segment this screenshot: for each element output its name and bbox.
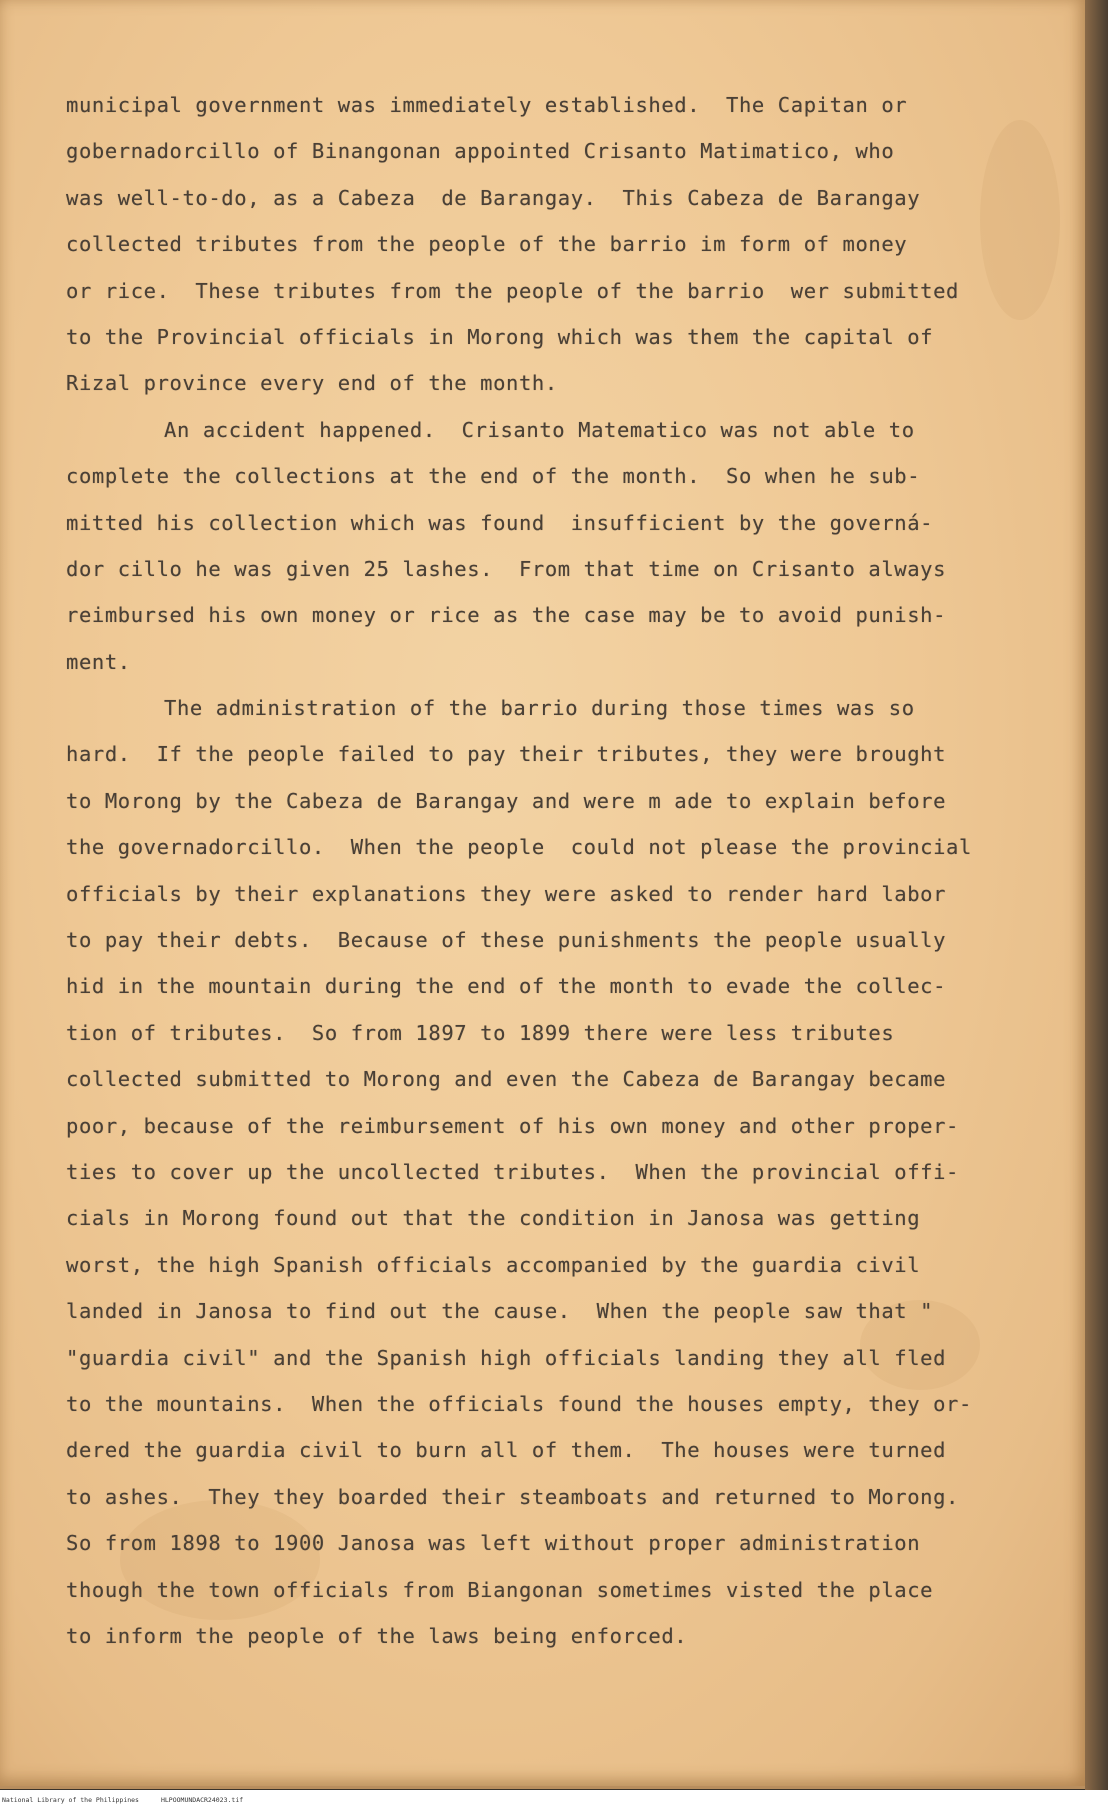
text-line: dered the guardia civil to burn all of them. The houses were turned — [66, 1438, 947, 1463]
text-line: to inform the people of the laws being enforced. — [66, 1623, 688, 1648]
typed-text-body — [66, 82, 1066, 1659]
text-line: gobernadorcillo of Binangonan appointed Crisanto Matimatico, who — [66, 139, 895, 164]
text-line: to the Provincial officials in Morong which was them the capital of — [66, 324, 934, 349]
footer-source: National Library of the Philippines — [2, 1796, 139, 1804]
text-line: though the town officials from Biangonan sometimes visted the place — [66, 1577, 934, 1602]
text-line: cials in Morong found out that the condition in Janosa was getting — [66, 1206, 921, 1231]
text-line: collected submitted to Morong and even the Cabeza de Barangay became — [66, 1067, 947, 1092]
footer-filename: HLPOOMUNDACR24023.tif — [160, 1796, 244, 1804]
text-line: municipal government was immediately established. The Capitan or — [66, 93, 908, 117]
text-line: landed in Janosa to find out the cause. When the people saw that " — [66, 1299, 934, 1324]
text-line: worst, the high Spanish officials accompanied by the guardia civil — [66, 1252, 921, 1277]
text-line: hard. If the people failed to pay their tributes, they were brought — [66, 742, 947, 767]
text-line: to ashes. They they boarded their steamboats and returned to Morong. — [66, 1484, 960, 1509]
paragraph-start-line: An accident happened. Crisanto Matematico was not able to — [164, 417, 915, 442]
text-line: to Morong by the Cabeza de Barangay and were m ade to explain before — [66, 788, 947, 813]
text-line: tion of tributes. So from 1897 to 1899 there were less tributes — [66, 1020, 895, 1045]
text-line: ment. — [66, 649, 144, 674]
text-line: hid in the mountain during the end of the month to evade the collec- — [66, 974, 947, 999]
text-line: to the mountains. When the officials found the houses empty, they or- — [66, 1391, 972, 1416]
text-line: collected tributes from the people of the barrio im form of money — [66, 232, 908, 257]
text-line: ties to cover up the uncollected tributes. When the provincial offi- — [66, 1159, 960, 1184]
text-line: complete the collections at the end of the month. So when he sub- — [66, 464, 921, 489]
paragraph-start-line: The administration of the barrio during those times was so — [164, 696, 915, 721]
scan-background-edge — [1085, 0, 1108, 1790]
text-line: to pay their debts. Because of these punishments the people usually — [66, 928, 947, 953]
text-line: mitted his collection which was found insufficient by the governá- — [66, 510, 934, 535]
text-line: the governadorcillo. When the people could not please the provincial — [66, 835, 972, 860]
text-line: Rizal province every end of the month. — [66, 371, 558, 396]
text-line: reimbursed his own money or rice as the case may be to avoid punish- — [66, 603, 947, 628]
text-line: "guardia civil" and the Spanish high officials landing they all fled — [66, 1345, 947, 1370]
text-line: was well-to-do, as a Cabeza de Barangay. This Cabeza de Barangay — [66, 185, 921, 210]
text-line: So from 1898 to 1900 Janosa was left without proper administration — [66, 1531, 921, 1556]
text-line: or rice. These tributes from the people of the barrio wer submitted — [66, 278, 960, 303]
text-line: dor cillo he was given 25 lashes. From that time on Crisanto always — [66, 556, 947, 581]
scan-footer — [2, 1796, 265, 1804]
text-line: poor, because of the reimbursement of his own money and other proper- — [66, 1113, 960, 1138]
text-line: officials by their explanations they were asked to render hard labor — [66, 881, 947, 906]
